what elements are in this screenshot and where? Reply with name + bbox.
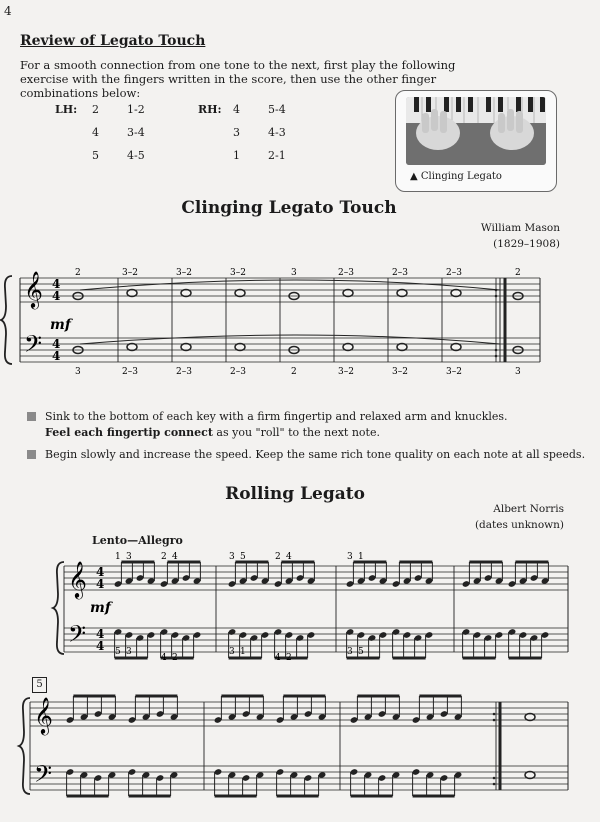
rh-fingering: 3–2 [176, 268, 192, 278]
rh-finger-2: 3 [233, 126, 240, 139]
rh-fingering: 1 [115, 552, 121, 562]
rh-fingering: 2–3 [338, 268, 354, 278]
rh-fingering: 3–2 [122, 268, 138, 278]
bullet-square-icon [27, 412, 36, 421]
instruction-bullet-1: Sink to the bottom of each key with a firm fingertip and relaxed arm and knuckles. Feel each fingertip connect as you "roll" to the next note. [27, 409, 587, 441]
phrase-slur [80, 335, 500, 344]
repeat-dot [495, 355, 498, 358]
rh-fingering: 4 [286, 552, 292, 562]
time-sig-top-treble: 4 [52, 277, 61, 291]
rh-finger-3: 1 [233, 149, 240, 162]
repeat-dot [493, 783, 496, 786]
repeat-dot [493, 713, 496, 716]
lh-combo-3: 4-5 [127, 149, 145, 162]
whole-note [181, 344, 191, 351]
dynamic-mf: mf [50, 317, 71, 333]
lh-fingering: 2–3 [122, 367, 138, 377]
time-sig-bottom-treble: 4 [52, 289, 61, 303]
tempo-marking: Lento—Allegro [92, 534, 183, 547]
bass-clef-icon: 𝄢 [24, 330, 43, 363]
bass-clef-icon: 𝄢 [34, 760, 53, 793]
whole-note [343, 290, 353, 297]
lh-fingering: 4 [275, 653, 281, 663]
rh-finger-1: 4 [233, 103, 240, 116]
rh-fingering: 3 [291, 268, 297, 278]
rh-fingering: 2–3 [446, 268, 462, 278]
lh-fingering: 3 [126, 647, 132, 657]
lh-fingering: 3–2 [392, 367, 408, 377]
lh-fingering: 2 [291, 367, 297, 377]
lh-fingering: 3 [515, 367, 521, 377]
photo-caption: ▲ Clinging Legato [410, 171, 502, 182]
rh-fingering: 2 [161, 552, 167, 562]
lh-fingering: 3 [229, 647, 235, 657]
lh-fingering: 3 [75, 367, 81, 377]
rh-fingering: 2 [75, 268, 81, 278]
time-sig-bottom-treble: 4 [96, 577, 105, 591]
time-sig-top-treble: 4 [96, 565, 105, 579]
lh-finger-2: 4 [92, 126, 99, 139]
phrase-slur [80, 280, 500, 290]
lh-fingering: 2–3 [230, 367, 246, 377]
rh-fingering: 3 [229, 552, 235, 562]
repeat-dot [495, 349, 498, 352]
whole-note [235, 290, 245, 297]
treble-clef-icon: 𝄞 [68, 560, 87, 598]
whole-note [451, 344, 461, 351]
lh-fingering: 3–2 [446, 367, 462, 377]
lh-fingering: 2–3 [176, 367, 192, 377]
whole-note [525, 714, 535, 721]
rh-fingering: 1 [358, 552, 364, 562]
rolling-score-system-2 [0, 690, 600, 805]
repeat-dot [495, 295, 498, 298]
grand-staff-brace [53, 562, 64, 654]
whole-note [343, 344, 353, 351]
grand-staff-brace [1, 276, 12, 364]
repeat-dot [495, 289, 498, 292]
rolling-composer-name: Albert Norris [493, 503, 564, 515]
hands-on-piano-image [406, 97, 546, 165]
lh-combo-1: 1-2 [127, 103, 145, 116]
time-sig-top-bass: 4 [96, 627, 105, 641]
rh-combo-2: 4-3 [268, 126, 286, 139]
measure-number-box: 5 [32, 677, 47, 693]
time-sig-bottom-bass: 4 [52, 349, 61, 363]
whole-note [451, 290, 461, 297]
review-heading: Review of Legato Touch [20, 33, 206, 49]
treble-clef-icon: 𝄞 [24, 270, 43, 308]
bass-clef-icon: 𝄢 [68, 620, 87, 653]
rolling-title: Rolling Legato [225, 484, 365, 504]
rh-fingering: 2 [275, 552, 281, 562]
lh-fingering: 3 [347, 647, 353, 657]
rolling-composer [475, 501, 564, 533]
rh-fingering: 3–2 [230, 268, 246, 278]
bullet-square-icon [27, 450, 36, 459]
whole-note [127, 290, 137, 297]
lh-fingering: 2 [286, 653, 292, 663]
lh-finger-1: 2 [92, 103, 99, 116]
time-sig-bottom-bass: 4 [96, 639, 105, 653]
instruction-bullet-2: Begin slowly and increase the speed. Keep the same rich tone quality on each note at all speeds. [27, 447, 587, 463]
rh-combo-3: 2-1 [268, 149, 286, 162]
treble-clef-icon: 𝄞 [34, 696, 53, 734]
clinging-score [0, 260, 600, 380]
clinging-composer-dates: (1829–1908) [493, 238, 560, 250]
whole-note [127, 344, 137, 351]
clinging-composer [481, 220, 560, 252]
rh-combo-1: 5-4 [268, 103, 286, 116]
lh-combo-2: 3-4 [127, 126, 145, 139]
repeat-dot [493, 777, 496, 780]
lh-fingering: 4 [161, 653, 167, 663]
rh-fingering: 2 [515, 268, 521, 278]
whole-note [397, 290, 407, 297]
rh-fingering: 5 [240, 552, 246, 562]
rh-fingering: 4 [172, 552, 178, 562]
time-sig-top-bass: 4 [52, 337, 61, 351]
lh-label: LH: [55, 103, 78, 116]
rh-fingering: 3 [347, 552, 353, 562]
whole-note [235, 344, 245, 351]
rolling-composer-dates: (dates unknown) [474, 519, 564, 531]
lh-finger-3: 5 [92, 149, 99, 162]
dynamic-mf: mf [90, 600, 111, 616]
lh-fingering: 2 [172, 653, 178, 663]
rh-fingering: 2–3 [392, 268, 408, 278]
clinging-title: Clinging Legato Touch [181, 198, 397, 218]
intro-paragraph: For a smooth connection from one tone to the next, first play the following exercise with the fingers written in the score, then use the other finger combinations below: [20, 58, 456, 100]
lh-fingering: 5 [115, 647, 121, 657]
repeat-dot [493, 719, 496, 722]
rh-fingering: 3 [126, 552, 132, 562]
lh-fingering: 5 [358, 647, 364, 657]
lh-fingering: 3–2 [338, 367, 354, 377]
rh-label: RH: [198, 103, 222, 116]
clinging-legato-photo [395, 90, 557, 192]
lh-fingering: 1 [240, 647, 246, 657]
rolling-score-system-1 [0, 548, 600, 668]
grand-staff-brace [19, 698, 30, 794]
whole-note [181, 290, 191, 297]
page-number: 4 [4, 4, 12, 18]
whole-note [525, 772, 535, 779]
clinging-composer-name: William Mason [480, 222, 560, 234]
whole-note [397, 344, 407, 351]
